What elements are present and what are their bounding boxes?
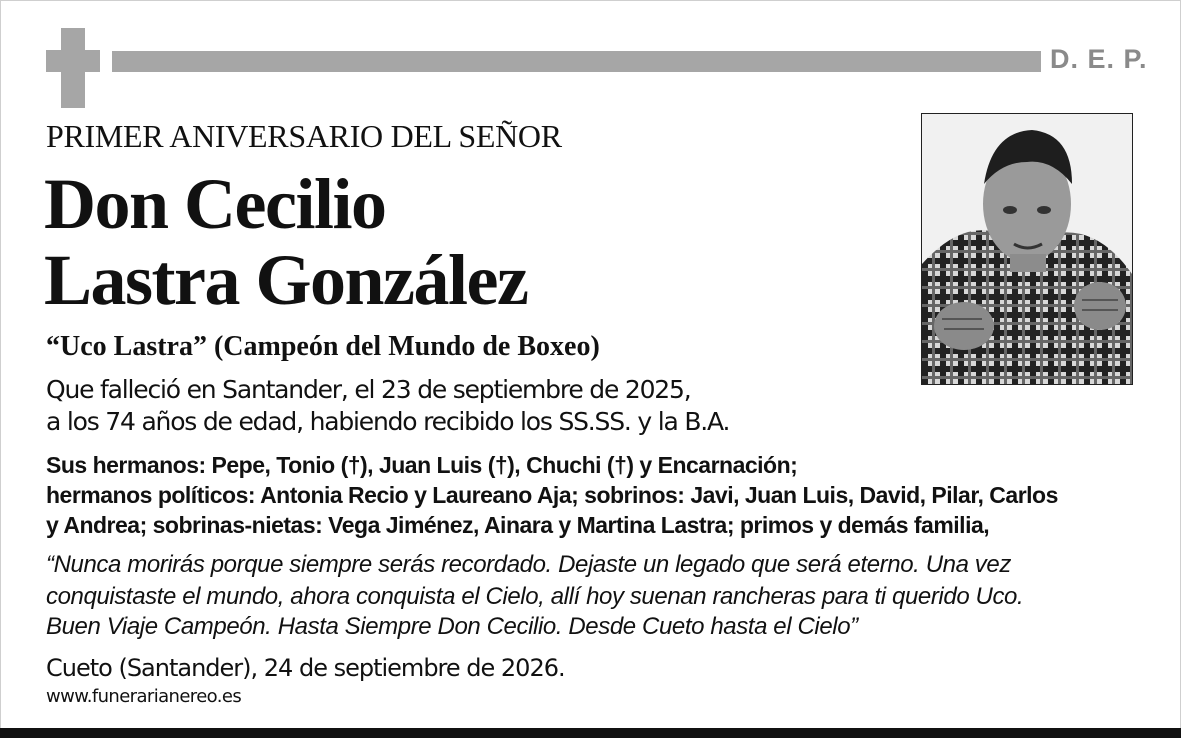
memorial-quote-line: conquistaste el mundo, ahora conquista el Cielo, allí hoy suenan rancheras para ti querido Uco. bbox=[46, 583, 1024, 610]
memorial-quote-line: Buen Viaje Campeón. Hasta Siempre Don Cecilio. Desde Cueto hasta el Cielo” bbox=[46, 613, 858, 640]
death-info-line2: a los 74 años de edad, habiendo recibido los SS.SS. y la B.A. bbox=[46, 407, 730, 436]
death-info-line1: Que falleció en Santander, el 23 de septiembre de 2025, bbox=[46, 375, 691, 404]
anniversary-heading: PRIMER ANIVERSARIO DEL SEÑOR bbox=[46, 118, 562, 154]
family-line: Sus hermanos: Pepe, Tonio (†), Juan Luis (†), Chuchi (†) y Encarnación; bbox=[46, 452, 798, 478]
nickname: “Uco Lastra” (Campeón del Mundo de Boxeo) bbox=[46, 331, 600, 362]
family-line: y Andrea; sobrinas-nietas: Vega Jiménez, Ainara y Martina Lastra; primos y demás familia, bbox=[46, 512, 990, 538]
header-rule bbox=[112, 51, 1041, 72]
deceased-name-line1: Don Cecilio bbox=[44, 164, 386, 244]
memorial-quote-line: “Nunca morirás porque siempre serás recordado. Dejaste un legado que será eterno. Una vez bbox=[46, 551, 1011, 578]
boxer-portrait-image bbox=[922, 114, 1132, 384]
website-link[interactable]: www.funerarianereo.es bbox=[46, 686, 242, 707]
portrait-photo bbox=[921, 113, 1133, 385]
place-and-date: Cueto (Santander), 24 de septiembre de 2026. bbox=[46, 654, 565, 682]
deceased-name-line2: Lastra González bbox=[44, 240, 528, 320]
dep-label: D. E. P. bbox=[1050, 44, 1148, 74]
bottom-rule bbox=[0, 728, 1181, 738]
family-line: hermanos políticos: Antonia Recio y Laureano Aja; sobrinos: Javi, Juan Luis, David, Pilar, Carlos bbox=[46, 482, 1058, 508]
